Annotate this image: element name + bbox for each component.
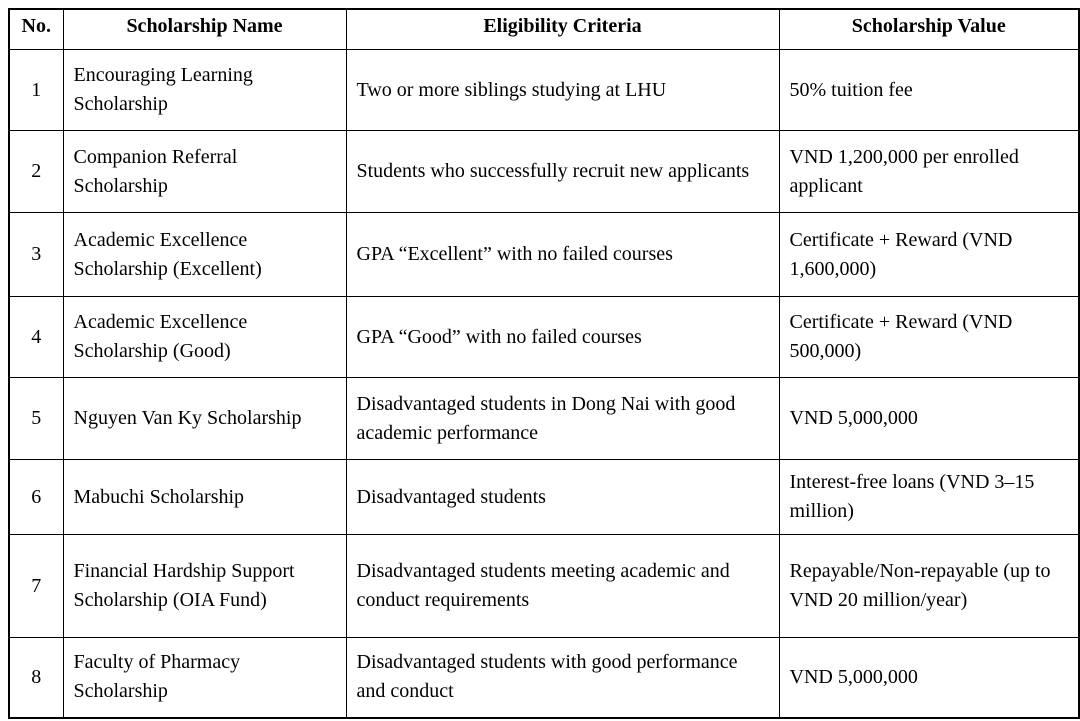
cell-scholarship-value: Certificate + Reward (VND 500,000) (779, 297, 1079, 378)
table-row (9, 638, 1079, 718)
cell-no: 1 (9, 50, 63, 131)
table-body (9, 50, 1079, 718)
cell-scholarship-value: Repayable/Non-repayable (up to VND 20 million/year) (779, 535, 1079, 638)
header-scholarship-value: Scholarship Value (779, 9, 1079, 50)
cell-scholarship-name: Companion Referral Scholarship (63, 131, 346, 213)
cell-scholarship-value: 50% tuition fee (779, 50, 1079, 131)
header-row (9, 9, 1079, 50)
cell-eligibility-criteria: Disadvantaged students meeting academic and conduct requirements (346, 535, 779, 638)
cell-no: 8 (9, 638, 63, 718)
cell-scholarship-name: Mabuchi Scholarship (63, 460, 346, 535)
cell-scholarship-value: VND 1,200,000 per enrolled applicant (779, 131, 1079, 213)
cell-eligibility-criteria: Disadvantaged students (346, 460, 779, 535)
cell-no: 7 (9, 535, 63, 638)
table-row (9, 535, 1079, 638)
cell-eligibility-criteria: Students who successfully recruit new applicants (346, 131, 779, 213)
cell-scholarship-name: Nguyen Van Ky Scholarship (63, 378, 346, 460)
cell-scholarship-name: Academic Excellence Scholarship (Good) (63, 297, 346, 378)
header-no: No. (9, 9, 63, 50)
cell-scholarship-name: Faculty of Pharmacy Scholarship (63, 638, 346, 718)
table-row (9, 131, 1079, 213)
table-header (9, 9, 1079, 50)
header-scholarship-name: Scholarship Name (63, 9, 346, 50)
cell-eligibility-criteria: Disadvantaged students with good performance and conduct (346, 638, 779, 718)
header-eligibility-criteria: Eligibility Criteria (346, 9, 779, 50)
cell-eligibility-criteria: Two or more siblings studying at LHU (346, 50, 779, 131)
cell-scholarship-value: Certificate + Reward (VND 1,600,000) (779, 213, 1079, 297)
cell-no: 4 (9, 297, 63, 378)
table-row (9, 50, 1079, 131)
cell-scholarship-name: Academic Excellence Scholarship (Excellent) (63, 213, 346, 297)
scholarship-table (8, 8, 1080, 719)
cell-scholarship-name: Encouraging Learning Scholarship (63, 50, 346, 131)
table-row (9, 378, 1079, 460)
cell-no: 2 (9, 131, 63, 213)
table-row (9, 460, 1079, 535)
cell-scholarship-value: VND 5,000,000 (779, 638, 1079, 718)
cell-eligibility-criteria: Disadvantaged students in Dong Nai with good academic performance (346, 378, 779, 460)
cell-no: 3 (9, 213, 63, 297)
cell-no: 5 (9, 378, 63, 460)
cell-scholarship-name: Financial Hardship Support Scholarship (OIA Fund) (63, 535, 346, 638)
table-row (9, 297, 1079, 378)
cell-eligibility-criteria: GPA “Good” with no failed courses (346, 297, 779, 378)
cell-scholarship-value: VND 5,000,000 (779, 378, 1079, 460)
cell-eligibility-criteria: GPA “Excellent” with no failed courses (346, 213, 779, 297)
table-row (9, 213, 1079, 297)
cell-scholarship-value: Interest-free loans (VND 3–15 million) (779, 460, 1079, 535)
cell-no: 6 (9, 460, 63, 535)
